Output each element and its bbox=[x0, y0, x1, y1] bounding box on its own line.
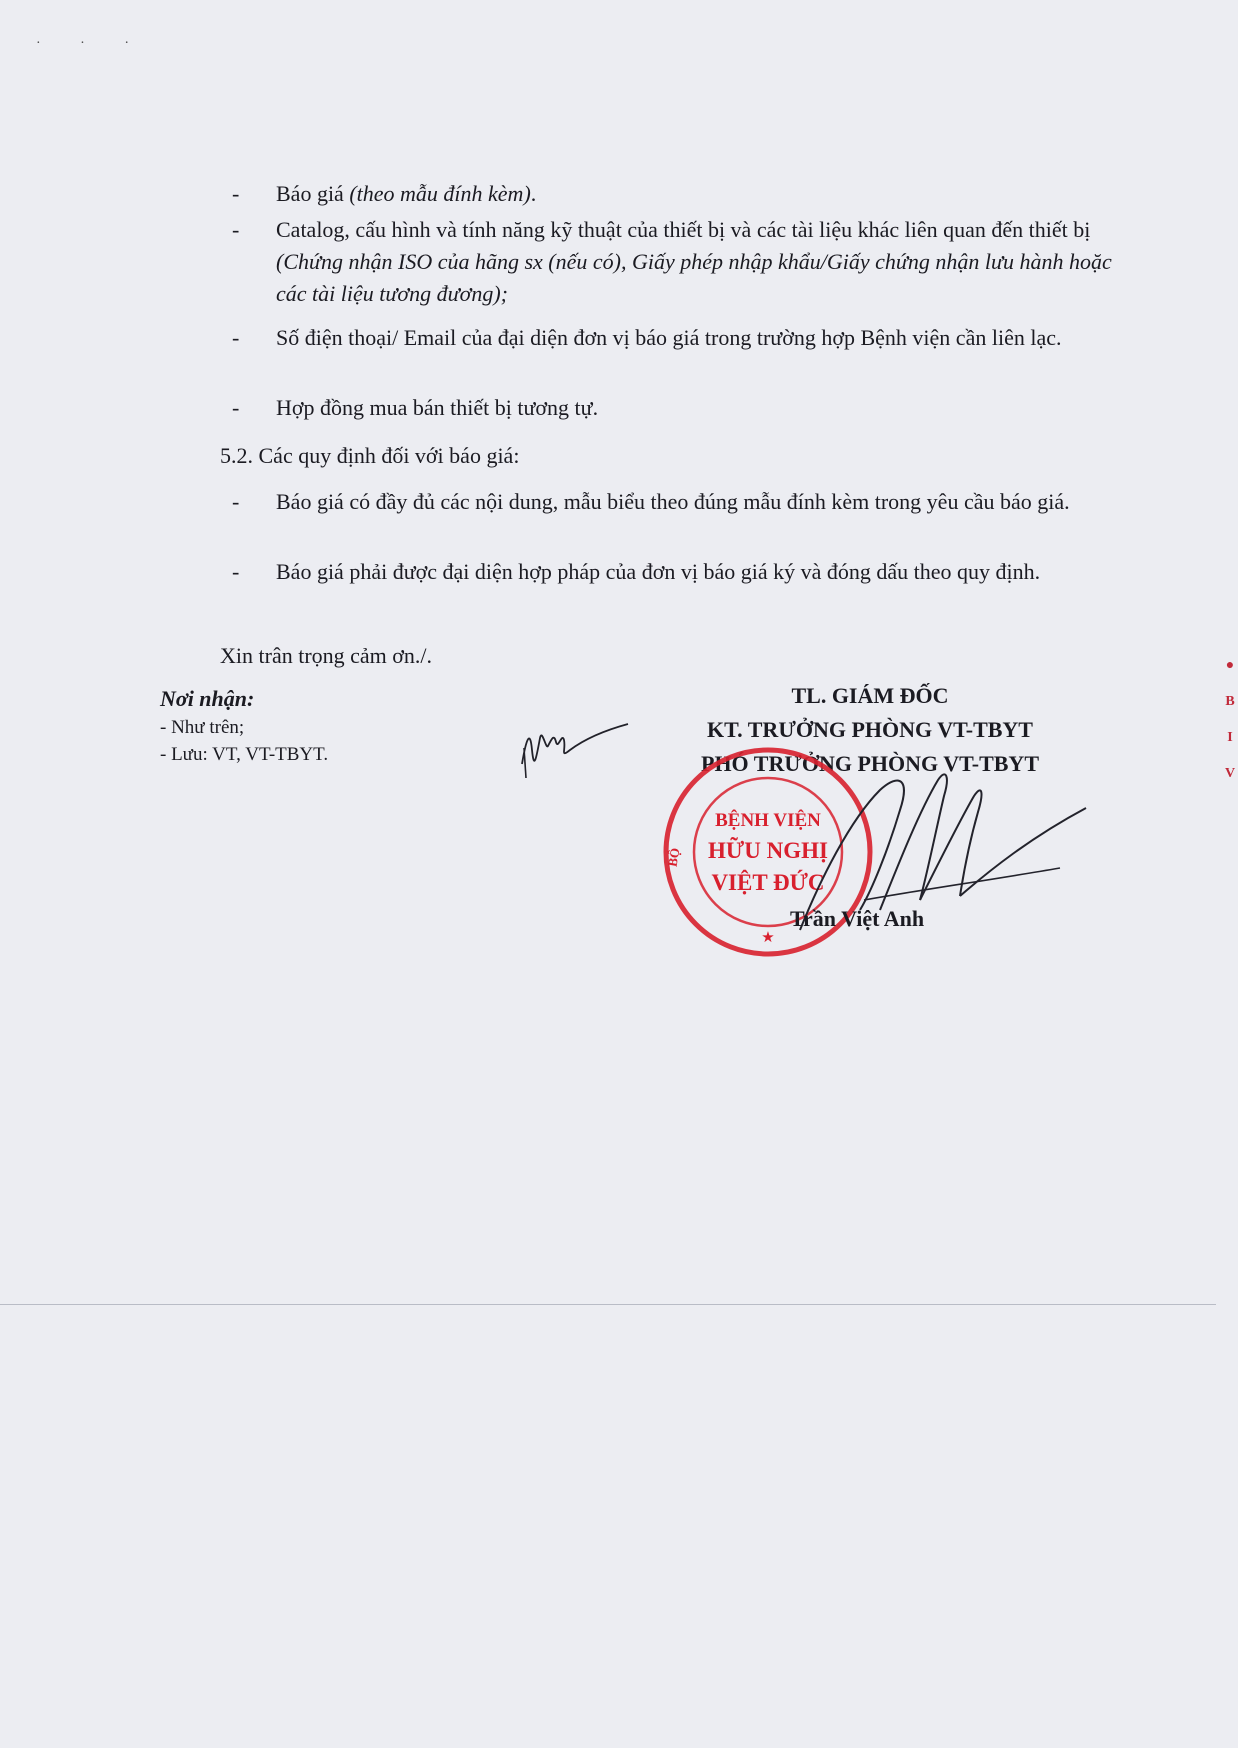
list-item-text: Hợp đồng mua bán thiết bị tương tự. bbox=[276, 395, 599, 420]
page-fold-line bbox=[0, 1304, 1216, 1305]
recipients-block bbox=[160, 684, 328, 768]
svg-text:HỮU NGHỊ: HỮU NGHỊ bbox=[708, 838, 828, 863]
signature-title: TL. GIÁM ĐỐC bbox=[791, 683, 949, 708]
signature-block bbox=[620, 680, 1120, 960]
list-dash: - bbox=[232, 559, 240, 584]
list-item-contract bbox=[232, 392, 1132, 424]
recipients-label: Nơi nhận: bbox=[160, 686, 255, 711]
svg-text:★: ★ bbox=[761, 928, 775, 946]
recipient-line: - Lưu: VT, VT-TBYT. bbox=[160, 744, 329, 765]
list-item-signing bbox=[232, 556, 1132, 588]
list-dash: - bbox=[232, 489, 240, 514]
list-item-text: Báo giá bbox=[276, 181, 350, 206]
list-dash: - bbox=[232, 325, 240, 350]
list-item-contact bbox=[232, 322, 1132, 354]
list-dash: - bbox=[232, 217, 240, 242]
svg-text:BỘ: BỘ bbox=[664, 846, 683, 868]
list-item-text: Catalog, cấu hình và tính năng kỹ thuật của thiết bị và các tài liệu khác liên quan đến thiết bị bbox=[276, 217, 1091, 242]
recipient-line: - Như trên; bbox=[160, 717, 245, 738]
list-dash: - bbox=[232, 181, 240, 206]
list-item-text: Báo giá có đầy đủ các nội dung, mẫu biểu theo đúng mẫu đính kèm trong yêu cầu báo giá. bbox=[276, 489, 1070, 514]
signature-position-deputy: PHÓ TRƯỞNG PHÒNG VT-TBYT bbox=[701, 751, 1039, 776]
signature-position: KT. TRƯỞNG PHÒNG VT-TBYT bbox=[707, 717, 1033, 742]
list-item-italic: (Chứng nhận ISO của hãng sx (nếu có), Giấy phép nhập khẩu/Giấy chứng nhận lưu hành hoặc các tài liệu tương đương); bbox=[276, 249, 1112, 306]
list-item-catalog bbox=[232, 214, 1132, 310]
closing-line: Xin trân trọng cảm ơn./. bbox=[220, 643, 433, 668]
svg-text:VIỆT ĐỨC: VIỆT ĐỨC bbox=[711, 870, 825, 895]
signer-name: Trần Việt Anh bbox=[790, 906, 925, 931]
scan-artifact-dots: · · · bbox=[36, 36, 147, 51]
list-item-trail: . bbox=[530, 181, 537, 206]
list-item-completeness bbox=[232, 486, 1132, 518]
svg-text:BỆNH VIỆN: BỆNH VIỆN bbox=[715, 810, 821, 831]
list-item-italic: (theo mẫu đính kèm) bbox=[349, 181, 531, 206]
list-dash: - bbox=[232, 395, 240, 420]
initials-signature bbox=[516, 720, 636, 780]
list-item-text: Số điện thoại/ Email của đại diện đơn vị báo giá trong trường hợp Bệnh viện cần liên lạc. bbox=[276, 325, 1062, 350]
section-heading: 5.2. Các quy định đối với báo giá: bbox=[220, 443, 520, 468]
adjacent-page-stamp-edge: ● B I V bbox=[1224, 658, 1236, 781]
list-item-text: Báo giá phải được đại diện hợp pháp của đơn vị báo giá ký và đóng dấu theo quy định. bbox=[276, 559, 1041, 584]
list-item-quote bbox=[232, 178, 1132, 210]
